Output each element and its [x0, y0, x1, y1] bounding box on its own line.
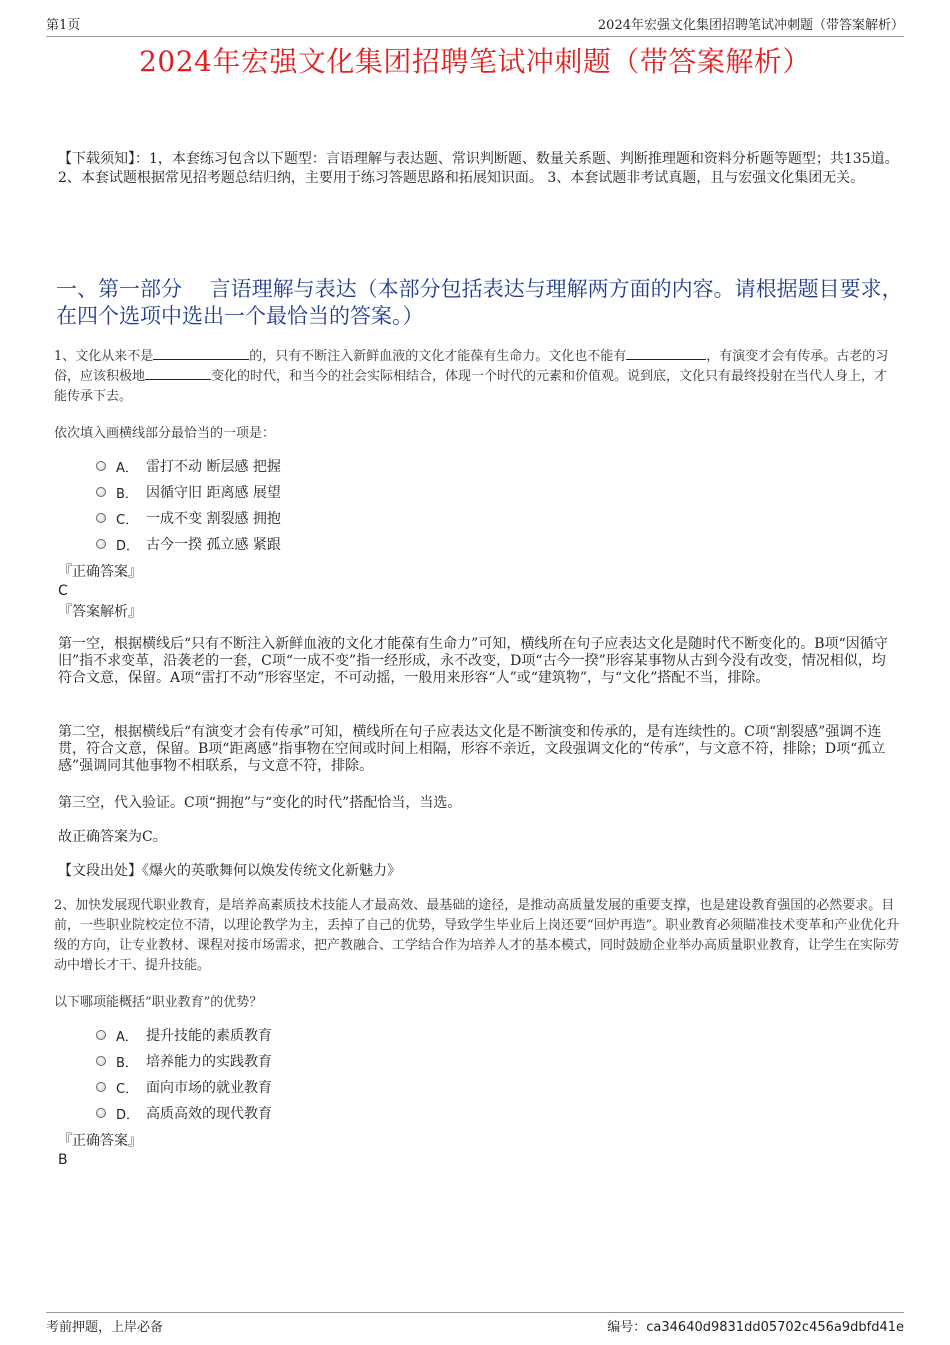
option-text: 因循守旧 距离感 展望: [146, 485, 281, 501]
download-notice: 【下载须知】：1，本套练习包含以下题型：言语理解与表达题、常识判断题、数量关系题、判断推理题和资料分析题等题型；共135道。 2、本套试题根据常见招考题总结归纳，主要用于练习答题思路和拓展知识面。 3、本套试题非考试真题，且与宏强文化集团无关。: [58, 151, 899, 186]
q1-analysis-label: 『答案解析』: [58, 604, 142, 620]
q1-blank-2: [626, 347, 706, 360]
question-2-text: 2、加快发展现代职业教育，是培养高素质技术技能人才最高效、最基础的途径，是推动高质量发展的重要支撑，也是建设教育强国的必然要求。目前，一些职业院校定位不清，以理论教学为主，丢掉了自己的优势，导致学生毕业后上岗还要“回炉再造”。职业教育必须瞄准技术变革和产业优化升级的方向，让专业教材、课程对接市场需求，把产教融合、工学结合作为培养人才的基本模式，同时鼓励企业举办高质量职业教育，让学生在实际劳动中增长才干、提升技能。: [54, 898, 900, 973]
question-2-options: [96, 1022, 596, 1126]
q1-segment-2: 的，只有不断注入新鲜血液的文化才能葆有生命力。文化也不能有: [249, 349, 627, 364]
q1-segment-4: 变化的时代，和当今的社会实际相结合，体现一个时代的元素和价值观。说到底，文化只有最终投射在当代人身上，才能传承下去。: [54, 369, 888, 404]
question-1-text: [54, 347, 900, 407]
option-letter: A．: [116, 460, 138, 476]
header-doc-title: 2024年宏强文化集团招聘笔试冲刺题（带答案解析）: [597, 18, 904, 33]
question-1-options: [96, 453, 596, 557]
q1-option-c[interactable]: [96, 505, 596, 531]
option-text: 一成不变 割裂感 拥抱: [146, 511, 281, 527]
option-letter: B．: [116, 1055, 138, 1071]
q1-analysis-paragraph-1: 第一空，根据横线后“只有不断注入新鲜血液的文化才能葆有生命力”可知，横线所在句子应表达文化是随时代不断变化的。B项“因循守旧”指不求变革，沿袭老的一套，C项“一成不变”指一经形成，永不改变，D项“古今一揆”形容某事物从古到今没有改变，情况相似，均符合文意，保留。A项“雷打不动”形容坚定，不可动摇，一般用来形容“人”或“建筑物”，与“文化”搭配不当，排除。: [58, 636, 888, 686]
radio-icon[interactable]: [96, 539, 106, 549]
radio-icon[interactable]: [96, 461, 106, 471]
document-code: [607, 1316, 904, 1335]
section-heading: 一、第一部分 言语理解与表达（本部分包括表达与理解两方面的内容。请根据题目要求，在四个选项中选出一个最恰当的答案。）: [56, 277, 903, 328]
q1-blank-3: [145, 367, 211, 380]
option-text: 雷打不动 断层感 把握: [146, 459, 281, 475]
option-text: 古今一揆 孤立感 紧跟: [146, 537, 281, 553]
q1-answer-label: 『正确答案』: [58, 564, 142, 580]
option-letter: C．: [116, 1081, 139, 1097]
option-letter: D．: [116, 1107, 140, 1123]
radio-icon[interactable]: [96, 1056, 106, 1066]
q1-segment-3: ，有演变才会有传承。古老的习俗，应该积极地: [54, 349, 889, 384]
page-number: 第1页: [46, 18, 81, 33]
radio-icon[interactable]: [96, 1108, 106, 1118]
q2-option-b[interactable]: [96, 1048, 596, 1074]
radio-icon[interactable]: [96, 1030, 106, 1040]
q1-option-d[interactable]: [96, 531, 596, 557]
q1-analysis-paragraph-2: 第二空，根据横线后“有演变才会有传承”可知，横线所在句子应表达文化是不断演变和传承的，是有连续性的。C项“割裂感”强调不连贯，符合文意，保留。B项“距离感”指事物在空间或时间上相隔，形容不亲近，文段强调文化的“传承”，与文意不符，排除；D项“孤立感”强调同其他事物不相联系，与文意不符，排除。: [58, 724, 886, 774]
option-letter: B．: [116, 486, 138, 502]
option-text: 培养能力的实践教育: [146, 1054, 272, 1070]
option-text: 高质高效的现代教育: [146, 1106, 272, 1122]
page-header: [46, 14, 904, 37]
q2-answer-value: B: [58, 1152, 68, 1168]
q1-option-a[interactable]: [96, 453, 596, 479]
option-letter: D．: [116, 538, 140, 554]
question-2-prompt: 以下哪项能概括“职业教育”的优势？: [54, 995, 263, 1010]
q2-option-d[interactable]: [96, 1100, 596, 1126]
q1-analysis-paragraph-4: 故正确答案为C。: [58, 829, 167, 845]
radio-icon[interactable]: [96, 1082, 106, 1092]
q1-segment-1: 1、文化从来不是: [54, 349, 154, 364]
q1-option-b[interactable]: [96, 479, 596, 505]
code-value: ca34640d9831dd05702c456a9dbfd41e: [646, 1320, 904, 1335]
q2-answer-label: 『正确答案』: [58, 1133, 142, 1149]
radio-icon[interactable]: [96, 513, 106, 523]
q1-analysis-paragraph-3: 第三空，代入验证。C项“拥抱”与“变化的时代”搭配恰当，当选。: [58, 795, 462, 811]
option-text: 面向市场的就业教育: [146, 1080, 272, 1096]
q1-answer-value: C: [58, 583, 68, 599]
page-footer: [46, 1312, 904, 1335]
question-1-prompt: 依次填入画横线部分最恰当的一项是：: [54, 426, 276, 441]
option-letter: C．: [116, 512, 139, 528]
q2-option-c[interactable]: [96, 1074, 596, 1100]
q2-option-a[interactable]: [96, 1022, 596, 1048]
code-label: 编号：: [607, 1320, 647, 1335]
document-title: 2024年宏强文化集团招聘笔试冲刺题（带答案解析）: [139, 45, 811, 78]
q1-source: 【文段出处】《爆火的英歌舞何以焕发传统文化新魅力》: [58, 863, 401, 879]
footer-slogan: 考前押题，上岸必备: [46, 1320, 164, 1335]
radio-icon[interactable]: [96, 487, 106, 497]
option-letter: A．: [116, 1029, 138, 1045]
q1-blank-1: [153, 347, 249, 360]
option-text: 提升技能的素质教育: [146, 1028, 272, 1044]
